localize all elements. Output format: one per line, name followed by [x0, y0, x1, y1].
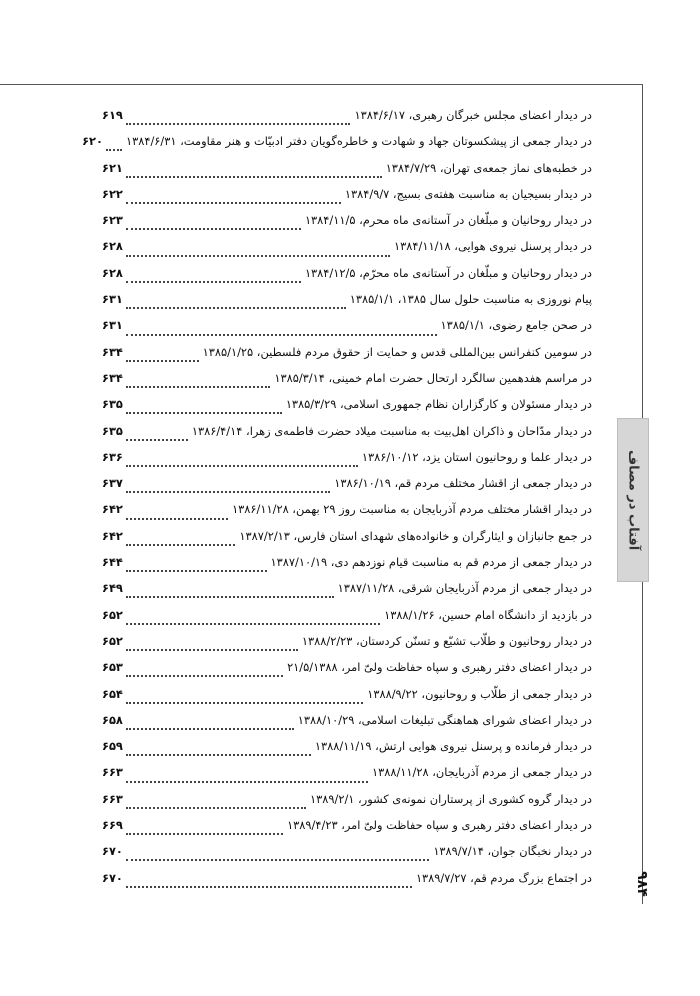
toc-entry[interactable] — [102, 634, 592, 660]
toc-entry-title: در دیدار اعضای مجلس خبرگان رهبری، ۱۳۸۴/۶/۱۷ — [354, 108, 592, 122]
toc-entry-page: ۶۳۴ — [102, 344, 123, 359]
dot-leader — [126, 807, 306, 809]
toc-entry-page: ۶۲۸ — [102, 239, 123, 254]
toc-entry-title: در دیدار جمعی از طلّاب و روحانیون، ۱۳۸۸/۹/۲۲ — [367, 686, 592, 701]
toc-entry-title: در دیدار جمعی از مردم آذربایجان، ۱۳۸۸/۱۱/۲۸ — [371, 765, 592, 780]
toc-entry[interactable] — [102, 818, 592, 844]
toc-entry[interactable] — [102, 555, 592, 581]
toc-entry[interactable] — [82, 134, 592, 160]
toc-entry-page: ۶۵۲ — [102, 607, 123, 622]
dot-leader — [126, 465, 358, 467]
toc-entry-title: در دیدار روحانیون و طلّاب تشیّع و تسنّن کردستان، ۱۳۸۸/۲/۲۳ — [301, 633, 592, 648]
toc-entry[interactable] — [102, 371, 592, 397]
dot-leader — [126, 596, 334, 598]
toc-entry-title: در صحن جامع رضوی، ۱۳۸۵/۱/۱ — [440, 318, 592, 333]
dot-leader — [126, 518, 228, 520]
dot-leader — [126, 386, 271, 388]
page-number: ۹۸۴ — [634, 871, 650, 897]
page-frame-top-rule — [0, 84, 642, 85]
toc-entry[interactable] — [102, 161, 592, 187]
toc-entry[interactable] — [102, 792, 592, 818]
toc-entry[interactable] — [102, 687, 592, 713]
toc-entry-page: ۶۳۱ — [102, 318, 123, 333]
toc-entry[interactable] — [102, 108, 592, 134]
dot-leader — [126, 570, 267, 572]
dot-leader — [126, 334, 437, 336]
toc-entry-title: در اجتماع بزرگ مردم قم، ۱۳۸۹/۷/۲۷ — [415, 870, 592, 885]
dot-leader — [126, 754, 311, 756]
toc-entry[interactable] — [102, 239, 592, 265]
toc-entry[interactable] — [102, 765, 592, 791]
toc-entry-page: ۶۴۲ — [102, 502, 123, 517]
toc-entry-title: در دیدار پرسنل نیروی هوایی، ۱۳۸۴/۱۱/۱۸ — [394, 239, 592, 254]
book-title-label: آفتاب در مصاف — [625, 449, 641, 551]
toc-entry-page: ۶۳۵ — [102, 423, 123, 438]
toc-entry[interactable] — [102, 345, 592, 371]
toc-entry-page: ۶۲۰ — [82, 134, 103, 149]
toc-entry-title: در مراسم هفدهمین سالگرد ارتحال حضرت امام خمینی، ۱۳۸۵/۳/۱۴ — [274, 370, 592, 385]
toc-entry-page: ۶۴۹ — [102, 581, 123, 596]
toc-entry-page: ۶۳۱ — [102, 292, 123, 307]
toc-entry-page: ۶۵۴ — [102, 686, 123, 701]
dot-leader — [126, 202, 341, 204]
dot-leader — [126, 781, 368, 783]
toc-entry-title: در دیدار بسیجیان به مناسبت هفته‌ی بسیج، ۱۳۸۴/۹/۷ — [344, 186, 592, 201]
toc-entry[interactable] — [102, 187, 592, 213]
toc-entry-title: در دیدار مسئولان و کارگزاران نظام جمهوری اسلامی، ۱۳۸۵/۳/۲۹ — [285, 397, 592, 412]
toc-entry-page: ۶۴۲ — [102, 528, 123, 543]
toc-entry-page: ۶۶۳ — [102, 765, 123, 780]
toc-entry-title: پیام نوروزی به مناسبت حلول سال ۱۳۸۵، ۱۳۸۵/۱/۱ — [349, 292, 592, 307]
toc-entry-title: در جمع جانبازان و ایثارگران و خانواده‌های شهدای استان فارس، ۱۳۸۷/۲/۱۳ — [239, 528, 592, 543]
dot-leader — [126, 886, 412, 888]
dot-leader — [126, 228, 301, 230]
toc-entry-page: ۶۱۹ — [102, 108, 123, 122]
toc-entry-title: در دیدار اعضای دفتر رهبری و سپاه حفاظت ولیّ امر، ۱۳۸۹/۴/۲۳ — [287, 818, 592, 833]
dot-leader — [126, 623, 380, 625]
toc-entry-page: ۶۶۹ — [102, 818, 123, 833]
dot-leader — [126, 412, 282, 414]
toc-entry-page: ۶۳۶ — [102, 449, 123, 464]
toc-entry-title: در دیدار نخبگان جوان، ۱۳۸۹/۷/۱۴ — [433, 844, 592, 859]
toc-entry-title: در دیدار روحانیان و مبلّغان در آستانه‌ی ماه محرّم، ۱۳۸۴/۱۲/۵ — [304, 265, 592, 280]
toc-entry-page: ۶۶۳ — [102, 791, 123, 806]
toc-entry-page: ۶۲۳ — [102, 213, 123, 228]
toc-entry-title: در دیدار اعضای شورای هماهنگی تبلیغات اسلامی، ۱۳۸۸/۱۰/۲۹ — [297, 712, 592, 727]
book-title-tab — [617, 418, 649, 582]
toc-entry-page: ۶۳۵ — [102, 397, 123, 412]
dot-leader — [126, 859, 429, 861]
toc-entry-title: در خطبه‌های نماز جمعه‌ی تهران، ۱۳۸۴/۷/۲۹ — [385, 160, 592, 175]
dot-leader — [126, 281, 301, 283]
toc-entry[interactable] — [102, 660, 592, 686]
toc-entry[interactable] — [102, 529, 592, 555]
dot-leader — [126, 307, 346, 309]
dot-leader — [126, 360, 199, 362]
dot-leader — [106, 149, 122, 151]
toc-entry-page: ۶۵۲ — [102, 633, 123, 648]
toc-entry-page: ۶۲۱ — [102, 160, 123, 175]
dot-leader — [126, 176, 382, 178]
toc-entry-page: ۶۷۰ — [102, 844, 123, 859]
dot-leader — [126, 702, 363, 704]
dot-leader — [126, 123, 351, 125]
toc-entry[interactable] — [102, 318, 592, 344]
toc-entry-title: در بازدید از دانشگاه امام حسین، ۱۳۸۸/۱/۲۶ — [384, 607, 592, 622]
toc-entry-title: در سومین کنفرانس بین‌المللی قدس و حمایت از حقوق مردم فلسطین، ۱۳۸۵/۱/۲۵ — [202, 344, 592, 359]
toc-entry[interactable] — [102, 213, 592, 239]
dot-leader — [126, 439, 188, 441]
toc-entry-title: در دیدار جمعی از اقشار مختلف مردم قم، ۱۳۸۶/۱۰/۱۹ — [334, 476, 592, 491]
toc-entry-title: در دیدار گروه کشوری از پرستاران نمونه‌ی کشور، ۱۳۸۹/۲/۱ — [310, 791, 592, 806]
toc-entry-page: ۶۵۳ — [102, 660, 123, 675]
toc-entry[interactable] — [102, 844, 592, 870]
toc-entry-page: ۶۳۷ — [102, 476, 123, 491]
toc-entry[interactable] — [102, 502, 592, 528]
toc-entry-page: ۶۲۲ — [102, 186, 123, 201]
toc-entry[interactable] — [102, 266, 592, 292]
toc-entry[interactable] — [102, 608, 592, 634]
toc-entry[interactable] — [102, 871, 592, 897]
dot-leader — [126, 728, 294, 730]
toc-entry-title: در دیدار جمعی از مردم آذربایجان شرقی، ۱۳۸۷/۱۱/۲۸ — [337, 581, 592, 596]
toc-entry[interactable] — [102, 739, 592, 765]
toc-entry-title: در دیدار اقشار مختلف مردم آذربایجان به مناسبت روز ۲۹ بهمن، ۱۳۸۶/۱۱/۲۸ — [232, 502, 592, 517]
dot-leader — [126, 255, 390, 257]
toc-entry[interactable] — [102, 581, 592, 607]
toc-entry[interactable] — [102, 292, 592, 318]
toc-entry-title: در دیدار روحانیان و مبلّغان در آستانه‌ی ماه محرم، ۱۳۸۴/۱۱/۵ — [304, 213, 592, 228]
dot-leader — [126, 491, 330, 493]
toc-entry[interactable] — [102, 424, 592, 450]
dot-leader — [126, 544, 236, 546]
toc-entry-page: ۶۷۰ — [102, 870, 123, 885]
dot-leader — [126, 649, 298, 651]
toc-entry-title: در دیدار جمعی از مردم قم به مناسبت قیام نوزدهم دی، ۱۳۸۷/۱۰/۱۹ — [270, 555, 592, 570]
table-of-contents — [82, 108, 592, 897]
toc-entry-title: در دیدار مدّاحان و ذاکران اهل‌بیت به مناسبت میلاد حضرت فاطمه‌ی زهرا، ۱۳۸۶/۴/۱۴ — [191, 423, 592, 438]
dot-leader — [126, 833, 283, 835]
toc-entry-title: در دیدار فرمانده و پرسنل نیروی هوایی ارتش، ۱۳۸۸/۱۱/۱۹ — [314, 739, 592, 754]
toc-entry-title: در دیدار جمعی از پیشکسوتان جهاد و شهادت و خاطره‌گویان دفتر ادبیّات و هنر مقاومت، ۱۳۸۴/۶/۳۱ — [125, 134, 592, 149]
toc-entry[interactable] — [102, 476, 592, 502]
toc-entry-page: ۶۵۹ — [102, 739, 123, 754]
toc-entry-page: ۶۳۴ — [102, 370, 123, 385]
toc-entry-title: در دیدار اعضای دفتر رهبری و سپاه حفاظت ولیّ امر، ۲۱/۵/۱۳۸۸ — [287, 660, 592, 675]
toc-entry[interactable] — [102, 713, 592, 739]
dot-leader — [126, 675, 283, 677]
toc-entry-page: ۶۴۴ — [102, 555, 123, 570]
toc-entry-page: ۶۲۸ — [102, 265, 123, 280]
toc-entry[interactable] — [102, 450, 592, 476]
toc-entry-title: در دیدار علما و روحانیون استان یزد، ۱۳۸۶/۱۰/۱۲ — [361, 449, 592, 464]
toc-entry[interactable] — [102, 397, 592, 423]
toc-entry-page: ۶۵۸ — [102, 712, 123, 727]
